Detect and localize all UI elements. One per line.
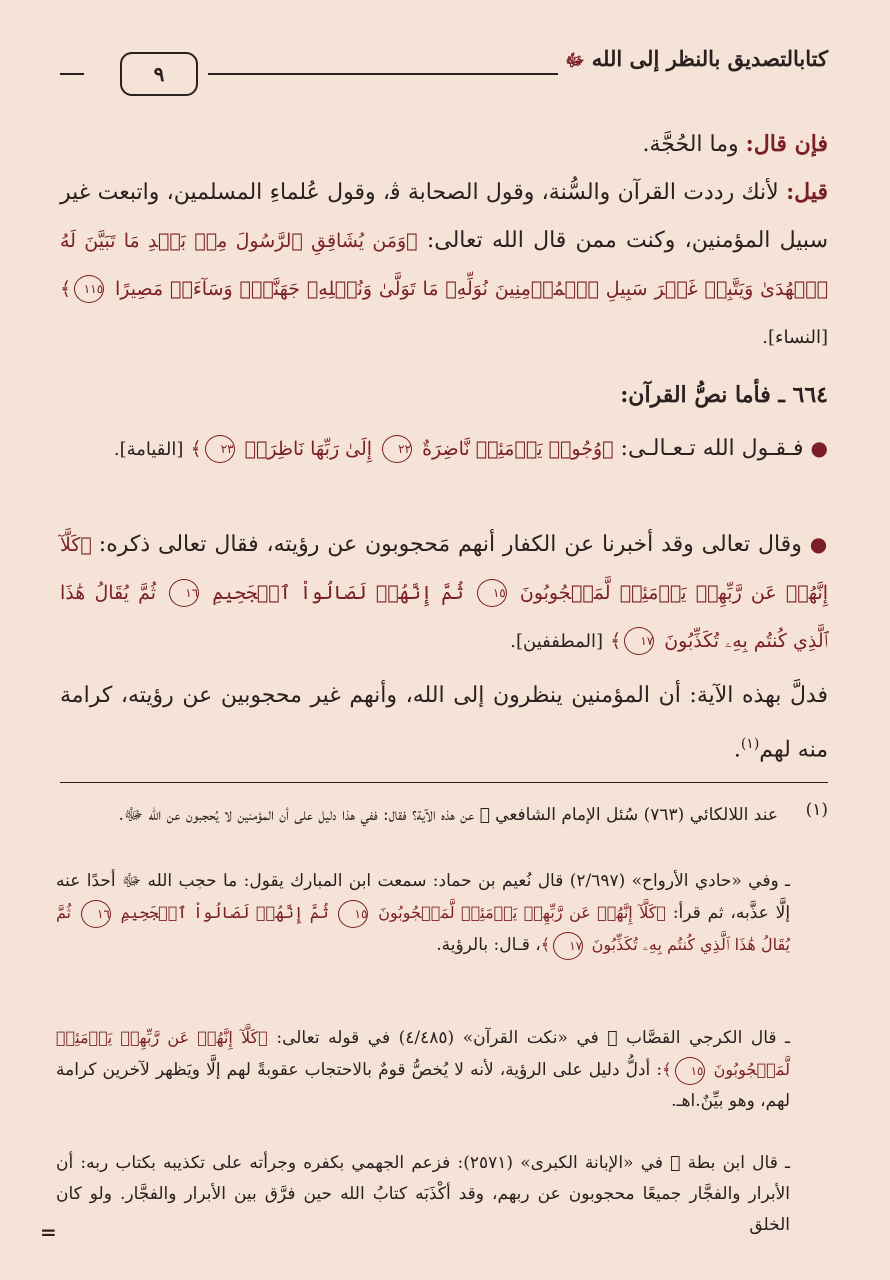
paragraph-text: وما الحُجَّة. — [642, 132, 739, 157]
footnote-ibn-mubarak — [56, 866, 790, 961]
lead-phrase: فإن قال: — [745, 131, 828, 157]
sentence-end: . — [733, 737, 741, 763]
paragraph-answer — [60, 168, 828, 362]
paragraph-text: وقال تعالى وقد أخبرنا عن الكفار أنهم مَحجوبون عن رؤيته، فقال تعالى ذكره: — [98, 532, 802, 557]
quran-verse: ثُمَّ يُقَالُ هَٰذَا ٱلَّذِي كُنتُم بِهِۦ تُكَذِّبُونَ — [56, 903, 790, 954]
quran-verse: ﴿وَمَن يُشَاقِقِ ٱلرَّسُولَ مِنۢ بَعۡدِ مَا تَبَيَّنَ لَهُ ٱلۡهُدَىٰ وَيَتَّبِعۡ غَيۡرَ سَبِيلِ ٱلۡمُؤۡمِنِينَ نُوَلِّهِۦ مَا تَوَلَّىٰ وَنُصۡلِهِۦ جَهَنَّمَۖ وَسَآءَتۡ مَصِيرًا — [60, 230, 828, 300]
ayah-number: ٢٢ — [382, 435, 412, 463]
quran-bracket: ﴾ — [60, 278, 72, 300]
ayah-number: ١٦ — [169, 579, 199, 607]
ayah-number: ١٧ — [624, 627, 654, 655]
footnote-ibn-batta — [56, 1148, 790, 1241]
footnote-karaji — [56, 1022, 790, 1117]
section-title: ـ فأما نصُّ القرآن: — [620, 382, 785, 408]
quran-bracket: ﴾ — [540, 935, 551, 954]
section-heading — [620, 382, 828, 408]
book-title — [565, 46, 828, 75]
footnote-text: ـ وفي «حادي الأرواح» (٢/٦٩٧) قال نُعيم بن حماد: سمعت ابن المبارك يقول: ما حجب الله ﷻ أحدًا عنه إلَّا عذَّبه، ثم قرأ: — [56, 871, 791, 923]
bullet-icon: ● — [809, 532, 829, 556]
footnote-text: ـ قال الكرجي القصَّاب ﷬ في «نكت القرآن» (٤/٤٨٥) في قوله تعالى: — [276, 1028, 791, 1048]
ayah-number: ١٥ — [675, 1057, 705, 1085]
footnote-text: ـ قال ابن بطة ﷬ في «الإبانة الكبرى» (٢٥٧١): فزعم الجهمي بكفره وجرأته على تكذيبه بكتاب ربه: أن الأبرار والفجَّار جميعًا محجوبون عن ربهم، وقد أكْذَبَه كتابُ الله حين فرَّق بين الأبرار والفجَّار. ولو كان الخلق — [56, 1153, 790, 1235]
ayah-number: ١١٥ — [74, 275, 104, 303]
quran-verse: إِلَىٰ رَبِّهَا نَاظِرَةٞ — [244, 438, 373, 460]
paragraph-objection — [60, 120, 828, 169]
ayah-number: ١٧ — [553, 932, 583, 960]
honorific-glyph: ﷻ — [565, 51, 585, 71]
paragraph-text: فدلَّ بهذه الآية: أن المؤمنين ينظرون إلى الله، وأنهم غير محجوبين عن رؤيته، كرامة منه لهم — [60, 683, 828, 763]
footnote-marker: (١) — [805, 800, 828, 820]
quran-verse: ﴿كَلَّآ إِنَّهُمۡ عَن رَّبِّهِمۡ يَوۡمَئِذٖ لَّمَحۡجُوبُونَ — [56, 1028, 791, 1079]
surah-name: [المطففين]. — [510, 631, 604, 652]
ayah-number: ٢٣ — [205, 435, 235, 463]
footnote-shafii — [56, 800, 778, 831]
ayah-number: ١٥ — [477, 579, 507, 607]
quran-verse: ﴿كَلَّآ إِنَّهُمۡ عَن رَّبِّهِمۡ يَوۡمَئِذٖ لَّمَحۡجُوبُونَ — [60, 534, 829, 604]
page-number: ٩ — [120, 52, 198, 96]
surah-name: [القيامة]. — [113, 439, 184, 460]
quran-verse: ثُمَّ إِنَّهُمۡ لَصَالُواْ ٱلۡجَحِيمِ — [120, 903, 329, 922]
continuation-mark: = — [40, 1220, 57, 1244]
quran-verse: ثُمَّ إِنَّهُمۡ لَصَالُواْ ٱلۡجَحِيمِ — [212, 582, 464, 604]
ayah-number: ١٥ — [338, 900, 368, 928]
bullet-icon: ● — [810, 436, 828, 460]
paragraph-mutaffifin — [60, 520, 828, 666]
paragraph-conclusion — [60, 672, 828, 774]
quran-verse: ثُمَّ يُقَالُ هَٰذَا ٱلَّذِي كُنتُم بِهِۦ تُكَذِّبُونَ — [60, 582, 828, 652]
quran-verse: ﴿وُجُوهٞ يَوۡمَئِذٖ نَّاضِرَةٌ — [422, 438, 614, 460]
header-rule-left — [60, 73, 84, 75]
book-title-prefix: كتاب — [799, 46, 828, 71]
footnote-text-end: ، قـال: بالرؤية. — [436, 935, 541, 955]
paragraph-text: لأنك رددت القرآن والسُّنة، وقول الصحابة ﭬ، وقول عُلماءِ المسلمين، واتبعت غير سبيل المؤمنين، وكنت ممن قال الله تعالى: — [60, 180, 829, 253]
book-title-text: التصديق بالنظر إلى الله — [591, 46, 800, 71]
quran-bracket: ﴾ — [662, 1060, 672, 1079]
ayah-number: ١٦ — [81, 900, 111, 928]
surah-name: [النساء]. — [762, 327, 828, 348]
page-header — [60, 40, 828, 98]
lead-phrase: قيل: — [786, 179, 828, 205]
quran-verse: ﴿كَلَّآ إِنَّهُمۡ عَن رَّبِّهِمۡ يَوۡمَئِذٖ لَّمَحۡجُوبُونَ — [378, 903, 667, 922]
quran-bracket: ﴾ — [190, 438, 202, 460]
footnote-separator — [60, 782, 828, 783]
footnote-text: عند اللالكائي (٧٦٣) سُئل الإمام الشافعي ﷬ عن هذه الآية؟ فقال: ففي هذا دليل على أن المؤمنين لا يُحجبون عن الله ﷻ. — [118, 805, 778, 825]
header-rule — [208, 73, 558, 75]
paragraph-qiyamah — [60, 424, 828, 474]
footnote-text-end: : أدلُّ دليل على الرؤية، لأنه لا يُخصُّ قومٌ بالاحتجاب عقوبةً لهم إلَّا ويَظهر لآخرين كرامة لهم، وهو بيِّنٌ.اهـ. — [56, 1060, 790, 1111]
quran-bracket: ﴾ — [610, 630, 622, 652]
section-number: ٦٦٤ — [792, 382, 828, 408]
footnote-reference[interactable]: (١) — [740, 736, 760, 752]
paragraph-text: فـقـول الله تـعـالـى: — [620, 436, 804, 461]
